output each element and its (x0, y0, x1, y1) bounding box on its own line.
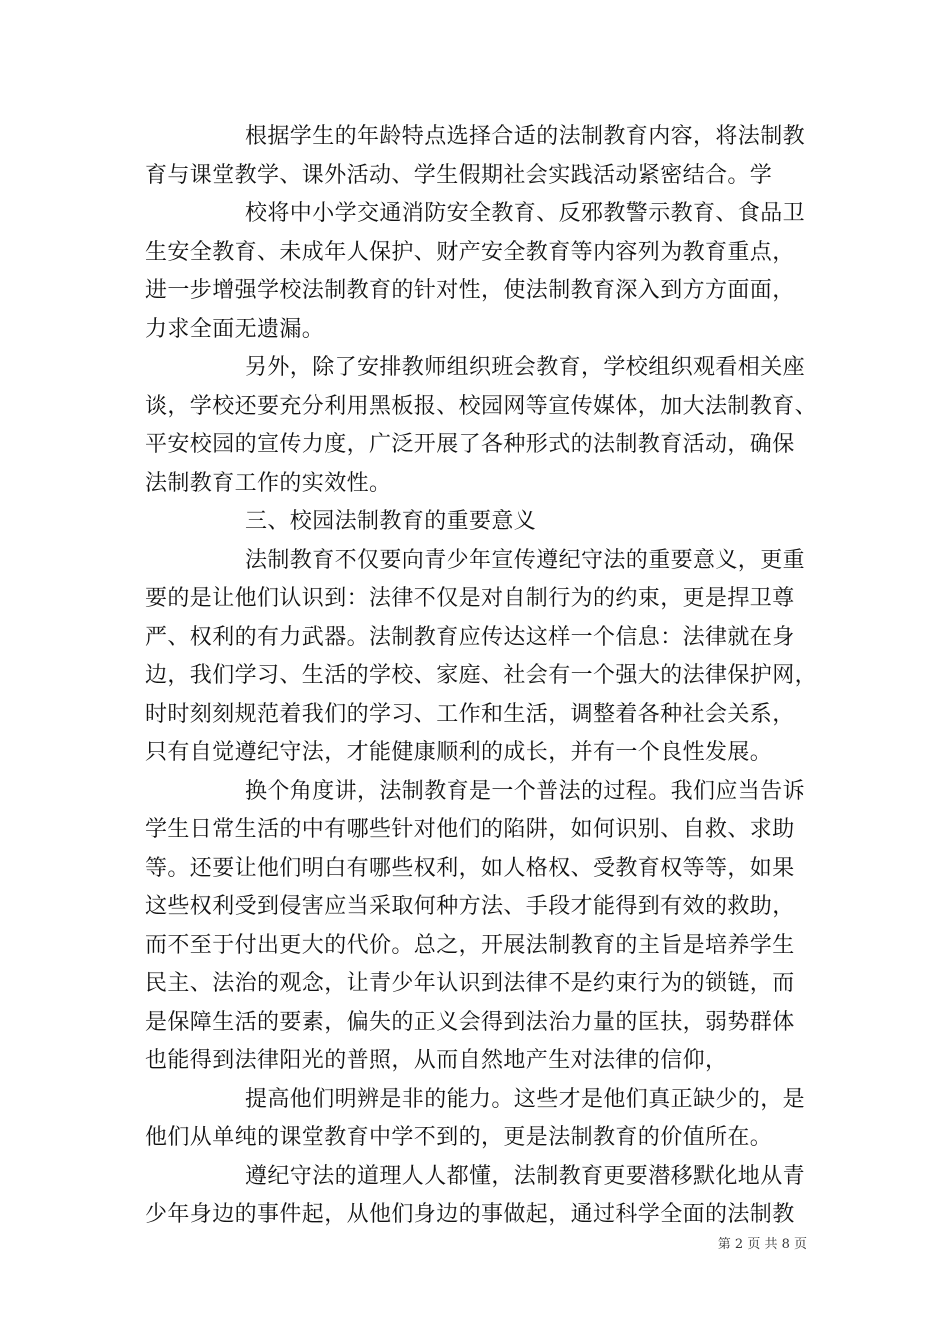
text-line: 法制教育不仅要向青少年宣传遵纪守法的重要意义，更重 (245, 547, 806, 573)
text-line: 要的是让他们认识到：法律不仅是对自制行为的约束，更是捍卫尊 (145, 586, 795, 611)
text-line: 进一步增强学校法制教育的针对性，使法制教育深入到方方面面， (145, 278, 795, 303)
text-line: 生安全教育、未成年人保护、财产安全教育等内容列为教育重点， (145, 239, 795, 265)
text-line: 他们从单纯的课堂教育中学不到的，更是法制教育的价值所在。 (145, 1125, 773, 1150)
text-line: 遵纪守法的道理人人都懂，法制教育更要潜移默化地从青 (245, 1163, 806, 1189)
text-line: 法制教育工作的实效性。 (145, 470, 392, 496)
text-line: 等。还要让他们明白有哪些权利，如人格权、受教育权等等，如果 (145, 855, 795, 881)
text-line: 平安校园的宣传力度，广泛开展了各种形式的法制教育活动，确保 (145, 432, 795, 457)
text-line: 学生日常生活的中有哪些针对他们的陷阱，如何识别、自救、求助 (145, 817, 795, 842)
text-line: 时时刻刻规范着我们的学习、工作和生活，调整着各种社会关系， (145, 701, 795, 727)
text-line: 力求全面无遗漏。 (145, 316, 325, 342)
text-line: 而不至于付出更大的代价。总之，开展法制教育的主旨是培养学生 (145, 932, 795, 958)
text-line: 民主、法治的观念，让青少年认识到法律不是约束行为的锁链，而 (145, 971, 795, 996)
text-line: 提高他们明辨是非的能力。这些才是他们真正缺少的，是 (245, 1086, 806, 1112)
text-line: 另外，除了安排教师组织班会教育，学校组织观看相关座 (245, 355, 806, 380)
text-line: 育与课堂教学、课外活动、学生假期社会实践活动紧密结合。学 (145, 162, 773, 188)
text-line: 根据学生的年龄特点选择合适的法制教育内容，将法制教 (245, 124, 806, 149)
text-line: 边，我们学习、生活的学校、家庭、社会有一个强大的法律保护网， (145, 663, 818, 688)
body-text (145, 118, 827, 1235)
text-line: 严、权利的有力武器。法制教育应传达这样一个信息：法律就在身 (145, 624, 795, 650)
text-line: 是保障生活的要素，偏失的正义会得到法治力量的匡扶，弱势群体 (145, 1009, 795, 1035)
text-line: 校将中小学交通消防安全教育、反邪教警示教育、食品卫 (245, 201, 806, 226)
page-number: 第 2 页 共 8 页 (717, 1237, 807, 1252)
text-line: 也能得到法律阳光的普照，从而自然地产生对法律的信仰， (145, 1048, 728, 1073)
text-line: 少年身边的事件起，从他们身边的事做起，通过科学全面的法制教 (145, 1202, 795, 1227)
text-line: 只有自觉遵纪守法，才能健康顺利的成长，并有一个良性发展。 (145, 740, 773, 765)
text-line: 换个角度讲，法制教育是一个普法的过程。我们应当告诉 (245, 778, 806, 804)
section-heading: 三、校园法制教育的重要意义 (245, 509, 537, 534)
text-line: 这些权利受到侵害应当采取何种方法、手段才能得到有效的救助， (145, 894, 795, 919)
text-line: 谈，学校还要充分利用黑板报、校园网等宣传媒体，加大法制教育、 (145, 393, 818, 419)
